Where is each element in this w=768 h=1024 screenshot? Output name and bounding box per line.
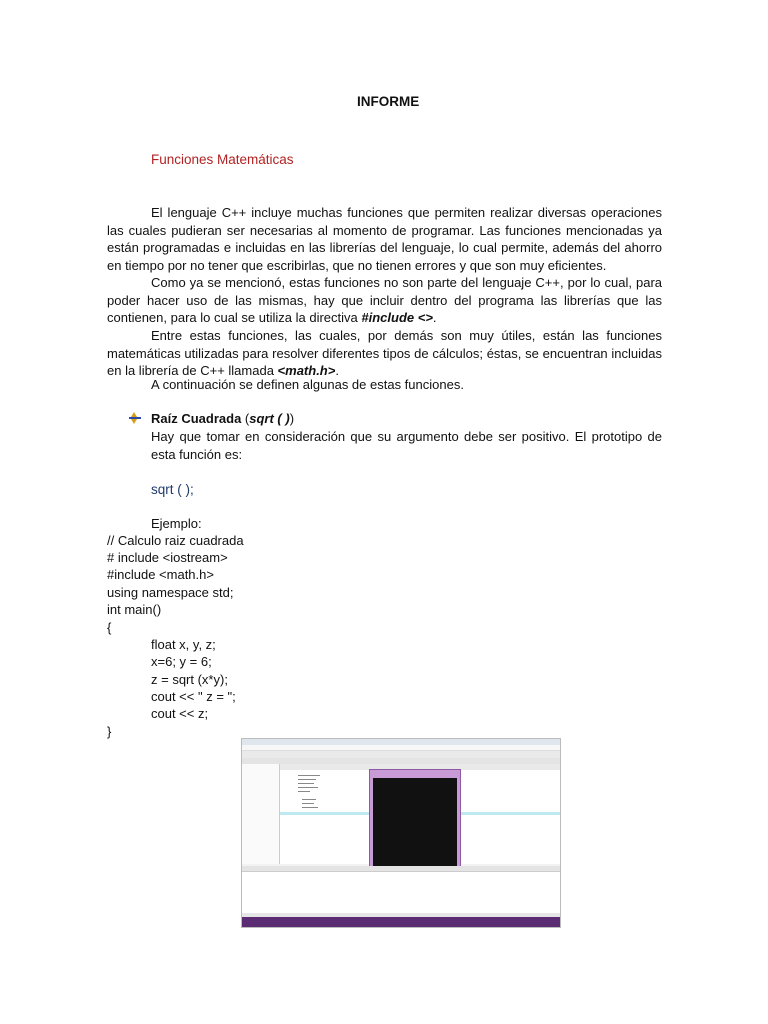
ide-code-line (298, 783, 314, 784)
code-line: using namespace std; (107, 585, 234, 600)
code-line: cout << " z = "; (151, 689, 236, 704)
paragraph-intro: El lenguaje C++ incluye muchas funciones que permiten realizar diversas operaciones las cuales pudieran ser necesarias al momento de programar. Las funciones mencionadas ya están programadas e incluidas en las librerías del lenguaje, lo cual permite, además del ahorro en tiempo por no tener que escribirlas, que no tienen errores y que son muy eficientes. (107, 205, 662, 273)
ide-code-line (302, 803, 314, 804)
pointing-hand-icon (128, 411, 142, 425)
include-directive: #include <> (361, 310, 433, 326)
ide-code-line (302, 807, 318, 808)
bullet-sqrt-code: sqrt ( ) (249, 411, 290, 426)
code-line: // Calculo raiz cuadrada (107, 533, 244, 548)
bullet-paren-open: ( (241, 411, 250, 426)
sqrt-prototype: sqrt ( ); (151, 482, 194, 497)
paragraph-functions-intro: A continuación se definen algunas de estas funciones. (151, 377, 464, 392)
bullet-paren-close: ) (289, 411, 295, 426)
paragraph-math-end: . (335, 363, 339, 379)
document-title: INFORME (357, 94, 420, 109)
code-line: cout << z; (151, 706, 209, 721)
example-label: Ejemplo: (151, 516, 202, 531)
bullet-sqrt-description: Hay que tomar en consideración que su argumento debe ser positivo. El prototipo de esta función es: (151, 429, 662, 462)
paragraph-include (107, 274, 662, 327)
code-line: #include <math.h> (107, 567, 214, 582)
ide-console-window (369, 769, 461, 879)
paragraph-math-text: Entre estas funciones, las cuales, por demás son muy útiles, están las funciones matemáticas utilizadas para resolver diferentes tipos de cálculos; éstas, se encuentran incluidas en la librería de C++ llamada (107, 328, 662, 379)
ide-code-line (298, 775, 320, 776)
ide-compile-log (242, 871, 560, 914)
ide-toolbar (242, 751, 560, 758)
paragraph-math (107, 327, 662, 380)
os-taskbar (242, 917, 560, 927)
paragraph-include-end: . (432, 310, 437, 326)
bullet-sqrt-name: Raíz Cuadrada (151, 411, 242, 426)
code-line: z = sqrt (x*y); (151, 672, 228, 687)
ide-project-panel (242, 764, 280, 864)
math-library-name: <math.h> (277, 363, 336, 379)
code-line: # include <iostream> (107, 550, 228, 565)
ide-code-line (298, 787, 318, 788)
code-line: } (107, 724, 112, 739)
bullet-sqrt-title (151, 410, 294, 427)
code-line: int main() (107, 602, 162, 617)
code-line: { (107, 620, 112, 635)
ide-code-line (298, 779, 316, 780)
code-line: float x, y, z; (151, 637, 216, 652)
paragraph-include-text: Como ya se mencionó, estas funciones no son parte del lenguaje C++, por lo cual, para poder hacer uso de las mismas, hay que incluir dentro del programa las librerías que las contienen, para lo cual se utiliza la directiva (107, 275, 662, 326)
section-heading: Funciones Matemáticas (151, 152, 294, 167)
ide-code-line (302, 799, 316, 800)
code-line: x=6; y = 6; (151, 654, 212, 669)
ide-console-output (373, 778, 457, 875)
ide-screenshot (241, 738, 561, 928)
ide-code-line (298, 791, 310, 792)
